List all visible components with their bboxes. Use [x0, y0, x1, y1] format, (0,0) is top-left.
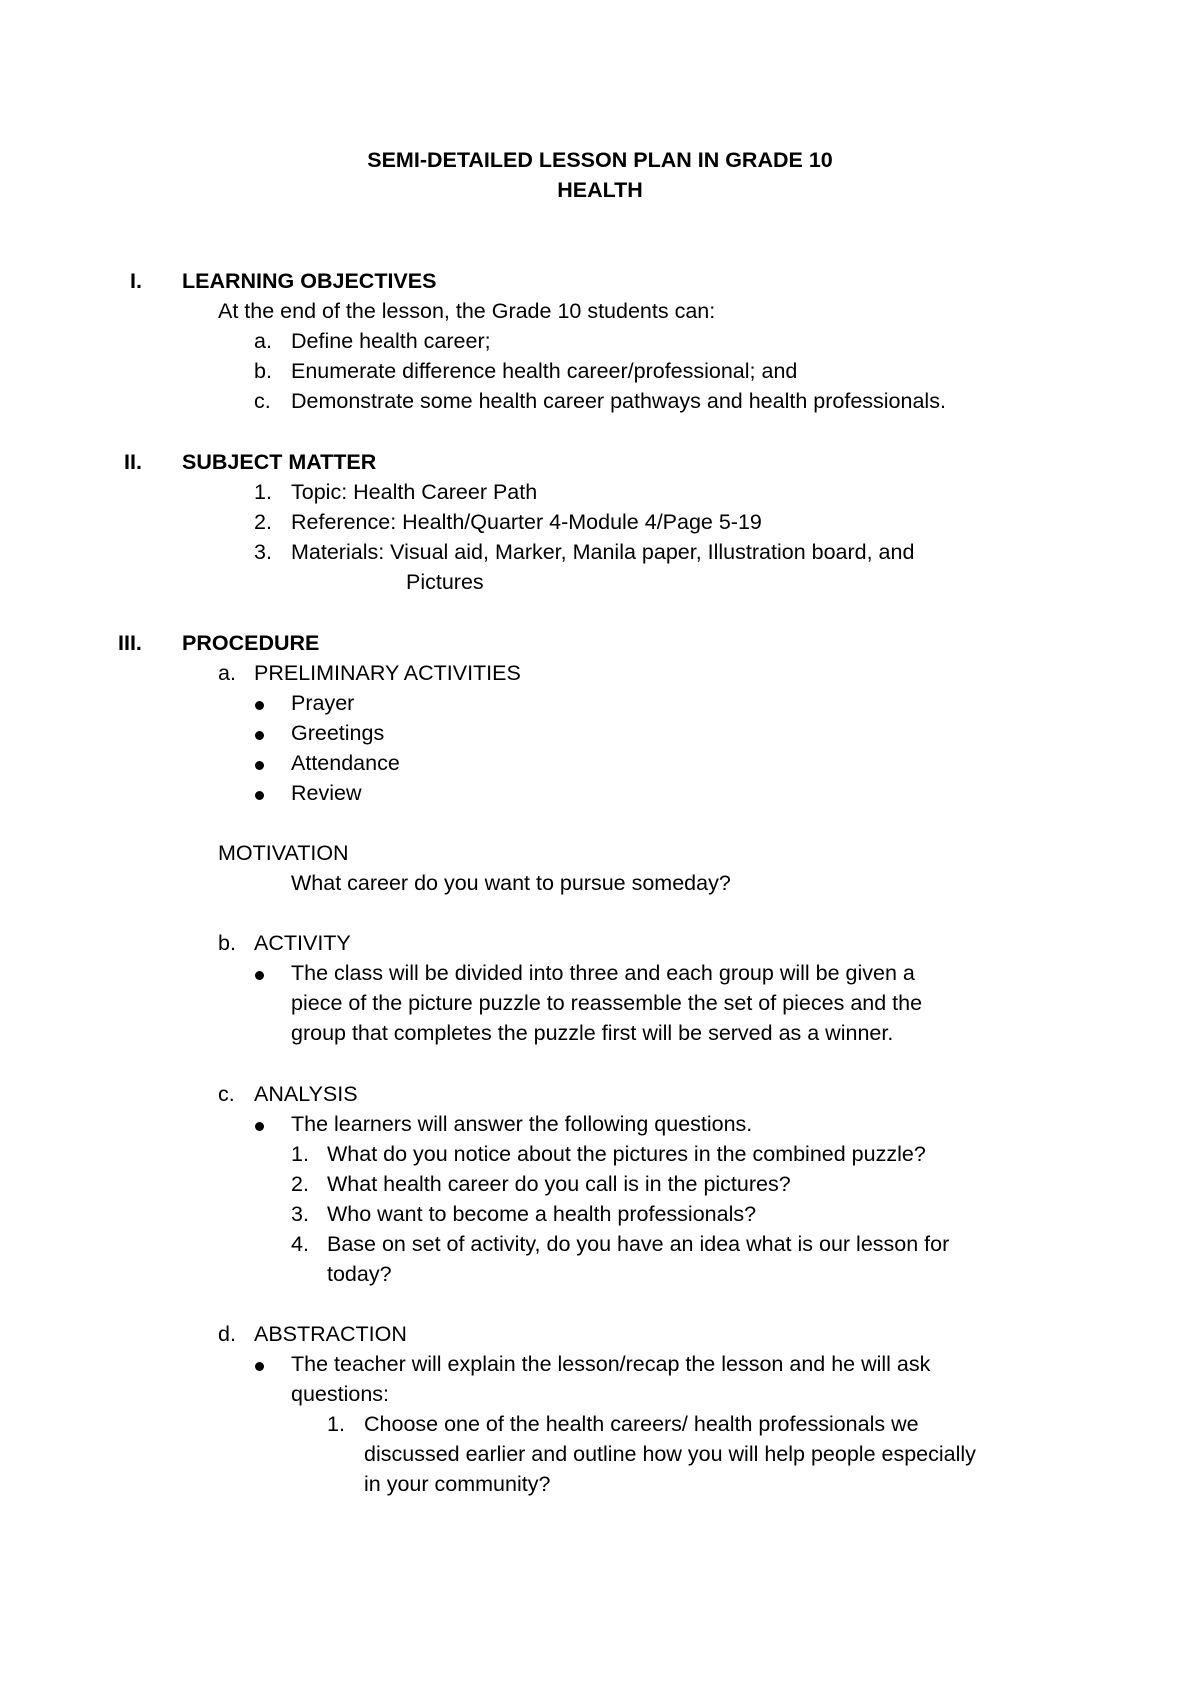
section-1-number: I. [130, 269, 142, 293]
question-text: Base on set of activity, do you have an idea what is our lesson for [327, 1232, 950, 1256]
procedure-label: ANALYSIS [254, 1082, 358, 1106]
document-title: SEMI-DETAILED LESSON PLAN IN GRADE 10 [367, 148, 833, 172]
procedure-label: ABSTRACTION [254, 1322, 407, 1346]
subject-text: Materials: Visual aid, Marker, Manila paper, Illustration board, and [291, 540, 915, 564]
objective-text: Demonstrate some health career pathways and health professionals. [291, 389, 946, 413]
bullet-icon [255, 1122, 264, 1131]
section-2-heading: SUBJECT MATTER [182, 450, 377, 474]
question-marker: 3. [291, 1202, 309, 1226]
analysis-text: The learners will answer the following questions. [291, 1112, 753, 1136]
bullet-text: Greetings [291, 721, 385, 745]
activity-text: group that completes the puzzle first will be served as a winner. [291, 1021, 894, 1045]
question-marker: 2. [291, 1172, 309, 1196]
procedure-marker: d. [218, 1322, 236, 1346]
question-text: What health career do you call is in the pictures? [327, 1172, 791, 1196]
subject-marker: 1. [254, 480, 272, 504]
document-subtitle: HEALTH [557, 178, 643, 202]
abstraction-text: The teacher will explain the lesson/recap the lesson and he will ask [291, 1352, 931, 1376]
question-text-continued: today? [327, 1262, 392, 1286]
bullet-text: Prayer [291, 691, 355, 715]
bullet-icon [255, 701, 264, 710]
abstraction-question-text: in your community? [364, 1472, 551, 1496]
bullet-icon [255, 791, 264, 800]
abstraction-question-text: discussed earlier and outline how you will help people especially [364, 1442, 976, 1466]
question-marker: 1. [291, 1142, 309, 1166]
bullet-icon [255, 1362, 264, 1371]
subject-text: Reference: Health/Quarter 4-Module 4/Page 5-19 [291, 510, 762, 534]
bullet-icon [255, 971, 264, 980]
question-text: Who want to become a health professionals? [327, 1202, 757, 1226]
section-1-heading: LEARNING OBJECTIVES [182, 269, 437, 293]
section-2-number: II. [124, 450, 142, 474]
procedure-label: ACTIVITY [254, 931, 351, 955]
question-text: What do you notice about the pictures in the combined puzzle? [327, 1142, 926, 1166]
question-marker: 4. [291, 1232, 309, 1256]
motivation-label: MOTIVATION [218, 841, 349, 865]
section-3-number: III. [118, 631, 142, 655]
procedure-marker: b. [218, 931, 236, 955]
procedure-label: PRELIMINARY ACTIVITIES [254, 661, 521, 685]
objective-text: Define health career; [291, 329, 491, 353]
subject-text: Topic: Health Career Path [291, 480, 538, 504]
abstraction-text: questions: [291, 1382, 390, 1406]
activity-text: piece of the picture puzzle to reassemble the set of pieces and the [291, 991, 923, 1015]
procedure-marker: c. [218, 1082, 235, 1106]
question-marker: 1. [327, 1412, 345, 1436]
bullet-icon [255, 761, 264, 770]
bullet-text: Attendance [291, 751, 400, 775]
procedure-marker: a. [218, 661, 236, 685]
objective-marker: b. [254, 359, 272, 383]
bullet-text: Review [291, 781, 362, 805]
subject-marker: 3. [254, 540, 272, 564]
motivation-text: What career do you want to pursue someday? [291, 871, 731, 895]
objective-marker: c. [254, 389, 271, 413]
section-3-heading: PROCEDURE [182, 631, 320, 655]
subject-text-continued: Pictures [406, 570, 484, 594]
abstraction-question-text: Choose one of the health careers/ health professionals we [364, 1412, 919, 1436]
subject-marker: 2. [254, 510, 272, 534]
objective-text: Enumerate difference health career/professional; and [291, 359, 798, 383]
bullet-icon [255, 731, 264, 740]
activity-text: The class will be divided into three and each group will be given a [291, 961, 915, 985]
objective-marker: a. [254, 329, 272, 353]
section-1-intro: At the end of the lesson, the Grade 10 students can: [218, 299, 716, 323]
